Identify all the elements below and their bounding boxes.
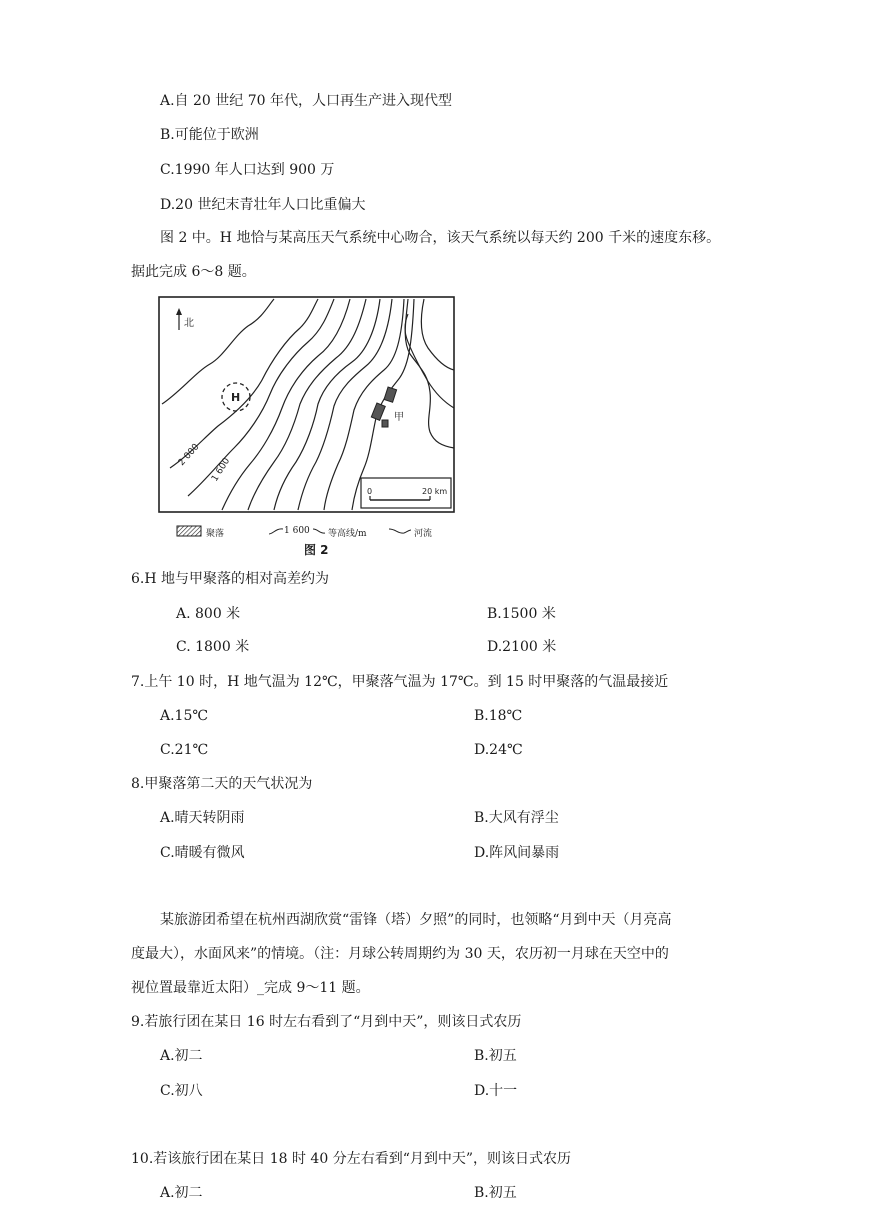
contour-map bbox=[158, 296, 456, 514]
intro-moon-line2: 度最大），水面风来”的情境。（注：月球公转周期约为 30 天，农历初一月球在天空中的 bbox=[131, 946, 669, 962]
q7-option-c: C.21℃ bbox=[160, 742, 209, 758]
contour-label-2000: 2 000 bbox=[176, 442, 202, 469]
q9-option-d: D.十一 bbox=[474, 1083, 518, 1099]
intro-moon-line3: 视位置最靠近太阳）_完成 9～11 题。 bbox=[131, 980, 370, 996]
village-label: 甲 bbox=[394, 412, 404, 423]
q7-option-b: B.18℃ bbox=[474, 708, 523, 724]
q8-stem: 8.甲聚落第二天的天气状况为 bbox=[131, 776, 313, 792]
intro-fig2-line1: 图 2 中。H 地恰与某高压天气系统中心吻合，该天气系统以每天约 200 千米的速度东移。 bbox=[160, 230, 721, 246]
q10-stem: 10.若该旅行团在某日 18 时 40 分左右看到“月到中天”，则该日式农历 bbox=[131, 1151, 572, 1167]
q6-option-a: A. 800 米 bbox=[176, 606, 241, 622]
q7-option-d: D.24℃ bbox=[474, 742, 523, 758]
legend-contour-unit: 等高线/m bbox=[328, 529, 367, 539]
q8-option-b: B.大风有浮尘 bbox=[474, 810, 559, 826]
q9-option-c: C.初八 bbox=[160, 1083, 203, 1099]
q6-option-d: D.2100 米 bbox=[487, 639, 557, 655]
q8-option-c: C.晴暖有微风 bbox=[160, 845, 245, 861]
q6-option-b: B.1500 米 bbox=[487, 606, 556, 622]
legend-river-icon bbox=[388, 526, 412, 536]
intro-moon-line1: 某旅游团希望在杭州西湖欣赏“雷锋（塔）夕照”的同时，也领略“月到中天（月亮高 bbox=[160, 912, 672, 928]
q9-option-b: B.初五 bbox=[474, 1048, 517, 1064]
q9-stem: 9.若旅行团在某日 16 时左右看到了“月到中天”，则该日式农历 bbox=[131, 1014, 522, 1030]
q10-option-b: B.初五 bbox=[474, 1185, 517, 1201]
q6-stem: 6.H 地与甲聚落的相对高差约为 bbox=[131, 571, 330, 587]
north-label: 北 bbox=[184, 318, 194, 329]
legend-contour-value: 1 600 bbox=[284, 526, 310, 536]
scale-20km-label: 20 km bbox=[422, 487, 448, 496]
q10-option-a: A.初二 bbox=[160, 1185, 203, 1201]
q5-option-b: B.可能位于欧洲 bbox=[160, 127, 259, 143]
q9-option-a: A.初二 bbox=[160, 1048, 203, 1064]
q6-option-c: C. 1800 米 bbox=[176, 639, 250, 655]
figure-caption: 图 2 bbox=[304, 543, 329, 557]
legend-contour-icon-right bbox=[312, 526, 326, 536]
h-label: H bbox=[231, 391, 241, 404]
q5-option-a: A.自 20 世纪 70 年代，人口再生产进入现代型 bbox=[160, 93, 452, 109]
q8-option-d: D.阵风间暴雨 bbox=[474, 845, 560, 861]
legend-river-label: 河流 bbox=[414, 529, 433, 539]
contour-label-1600: 1 600 bbox=[210, 456, 233, 484]
q5-option-d: D.20 世纪末青壮年人口比重偏大 bbox=[160, 197, 366, 213]
q5-option-c: C.1990 年人口达到 900 万 bbox=[160, 162, 335, 178]
q7-stem: 7.上午 10 时，H 地气温为 12℃，甲聚落气温为 17℃。到 15 时甲聚落的气温最接近 bbox=[131, 674, 669, 690]
legend-contour-icon-left bbox=[268, 526, 284, 536]
scale-zero-label: 0 bbox=[367, 487, 373, 496]
settlement-block bbox=[382, 420, 388, 427]
map-legend bbox=[176, 522, 456, 542]
intro-fig2-line2: 据此完成 6～8 题。 bbox=[131, 264, 256, 280]
q7-option-a: A.15℃ bbox=[160, 708, 209, 724]
legend-settlement-icon bbox=[176, 525, 202, 537]
legend-village-label: 聚落 bbox=[206, 529, 225, 539]
q8-option-a: A.晴天转阴雨 bbox=[160, 810, 245, 826]
